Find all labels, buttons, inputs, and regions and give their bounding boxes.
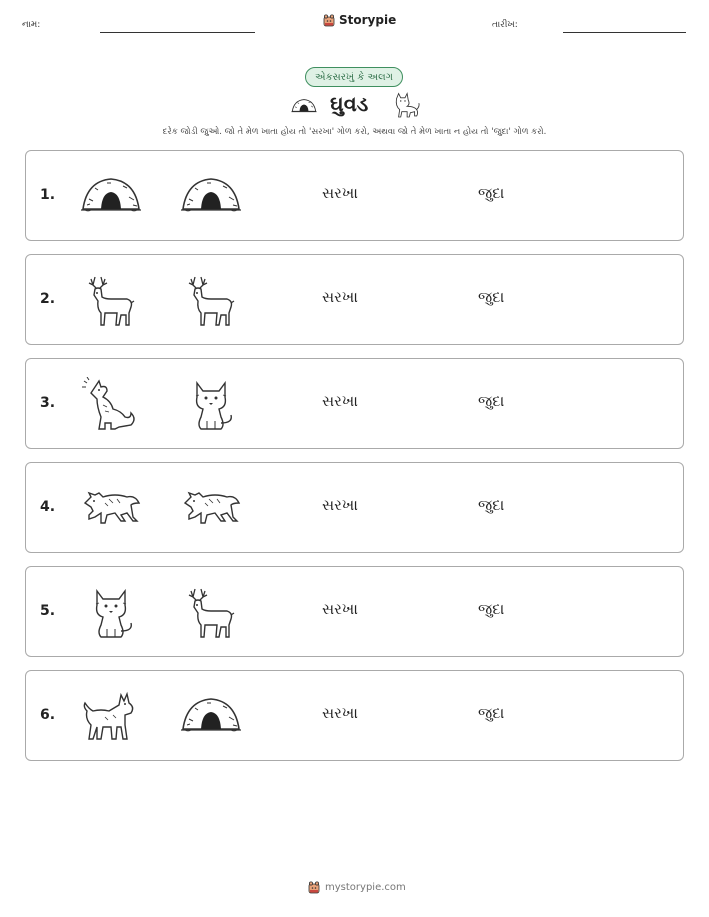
same-option[interactable]: સરખા [322,496,358,514]
running-wolf-icon [181,481,241,536]
pair-card [25,670,684,761]
running-wolf-icon [81,481,141,536]
activity-badge: એકસરખું કે અલગ [305,67,403,87]
deer-icon [181,585,241,640]
same-option[interactable]: સરખા [322,392,358,410]
standing-wolf-icon [81,689,141,744]
storypie-mascot-icon [322,13,336,27]
pair-card [25,358,684,449]
pair-number: 4. [40,499,56,515]
instructions: દરેક જોડી જુઓ. જો તે મેળ ખાતા હોય તો 'સરખા' ગોળ કરો, અથવા જો તે મેળ ખાતા ન હોય તો 'જુદા' ગોળ કરો. [162,127,547,137]
pair-number: 3. [40,395,56,411]
deer-icon [81,273,141,328]
brand-name: Storypie [339,13,397,27]
storypie-mascot-icon [307,880,321,894]
pair-number: 5. [40,603,56,619]
cave-icon [287,96,321,114]
pair-card [25,150,684,241]
pair-card [25,254,684,345]
sitting-fox-icon [181,377,241,432]
footer-url[interactable]: mystorypie.com [325,881,406,893]
pair-number: 6. [40,707,56,723]
brand-logo [322,13,396,27]
same-option[interactable]: સરખા [322,184,358,202]
name-line[interactable] [100,32,255,33]
wolf-icon [389,90,421,120]
cave-icon [181,169,241,224]
howling-wolf-icon [81,377,141,432]
pair-card [25,462,684,553]
date-line[interactable] [563,32,686,33]
name-label: નામ: [22,20,41,30]
different-option[interactable]: જુદા [478,496,505,514]
different-option[interactable]: જુદા [478,704,505,722]
same-option[interactable]: સરખા [322,704,358,722]
pair-card [25,566,684,657]
date-label: તારીખ: [492,20,518,30]
same-option[interactable]: સરખા [322,600,358,618]
different-option[interactable]: જુદા [478,184,505,202]
title-row [0,90,709,120]
pair-number: 1. [40,187,56,203]
different-option[interactable]: જુદા [478,288,505,306]
cave-icon [81,169,141,224]
cave-icon [181,689,241,744]
different-option[interactable]: જુદા [478,600,505,618]
different-option[interactable]: જુદા [478,392,505,410]
deer-icon [181,273,241,328]
pair-number: 2. [40,291,56,307]
footer [307,880,406,894]
same-option[interactable]: સરખા [322,288,358,306]
sitting-fox-icon [81,585,141,640]
page-title: ઘુવડ [330,92,369,116]
